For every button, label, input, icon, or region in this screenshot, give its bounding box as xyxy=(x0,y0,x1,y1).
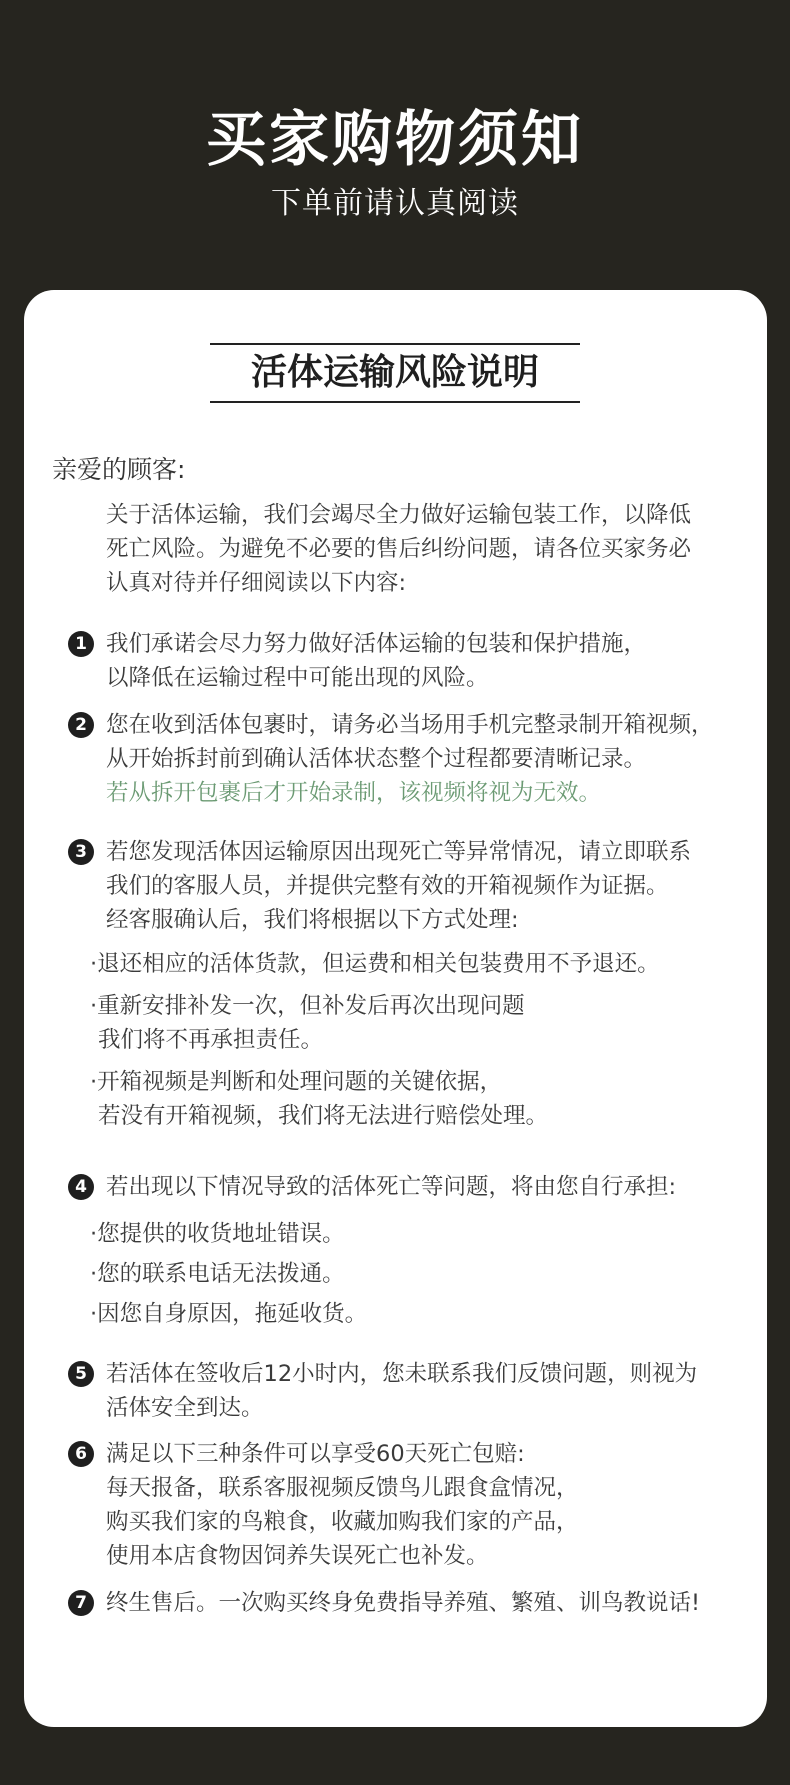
rule-line: 活体安全到达。 xyxy=(106,1395,264,1421)
rule-line: 从开始拆封前到确认活体状态整个过程都要清晰记录。 xyxy=(106,746,647,772)
rule-line: 购买我们家的鸟粮食，收藏加购我们家的产品， xyxy=(106,1509,579,1535)
page-subtitle: 下单前请认真阅读 xyxy=(271,186,519,221)
sub-item xyxy=(90,1065,660,1133)
section-title: 活体运输风险说明 xyxy=(210,343,580,403)
sub-item xyxy=(90,947,660,981)
intro-paragraph xyxy=(106,498,746,600)
sub-line: 若没有开箱视频，我们将无法进行赔偿处理。 xyxy=(98,1103,549,1129)
sub-line: 我们将不再承担责任。 xyxy=(98,1027,324,1053)
intro-line: 关于活体运输，我们会竭尽全力做好运输包装工作，以降低 xyxy=(106,502,692,528)
warning-line: 若从拆开包裹后才开始录制，该视频将视为无效。 xyxy=(106,780,602,806)
number-badge: 2 xyxy=(68,712,94,738)
sub-item xyxy=(90,989,660,1057)
page-title: 买家购物须知 xyxy=(206,105,584,175)
rule-text xyxy=(106,627,646,695)
rule-text xyxy=(106,1170,676,1204)
rule-line: 我们承诺会尽力努力做好活体运输的包装和保护措施， xyxy=(106,631,647,657)
sub-line: ·因您自身原因，拖延收货。 xyxy=(90,1301,368,1327)
rule-text xyxy=(106,1357,697,1425)
number-badge: 3 xyxy=(68,839,94,865)
rule-text xyxy=(106,708,714,810)
sub-line: ·您提供的收货地址错误。 xyxy=(90,1221,345,1247)
notice-card xyxy=(24,290,767,1727)
rule-line: 每天报备，联系客服视频反馈鸟儿跟食盒情况， xyxy=(106,1475,579,1501)
sub-line: ·开箱视频是判断和处理问题的关键依据， xyxy=(90,1069,503,1095)
rule-line: 若您发现活体因运输原因出现死亡等异常情况，请立即联系 xyxy=(106,839,692,865)
rule-line: 我们的客服人员，并提供完整有效的开箱视频作为证据。 xyxy=(106,873,669,899)
rule-line: 终生售后。一次购买终身免费指导养殖、繁殖、训鸟教说话! xyxy=(106,1590,701,1616)
number-badge: 5 xyxy=(68,1361,94,1387)
rule-line: 经客服确认后，我们将根据以下方式处理: xyxy=(106,907,519,933)
sub-line: ·退还相应的活体货款，但运费和相关包装费用不予退还。 xyxy=(90,951,660,977)
rule-line: 若出现以下情况导致的活体死亡等问题，将由您自行承担: xyxy=(106,1174,677,1200)
rule-line: 您在收到活体包裹时，请务必当场用手机完整录制开箱视频， xyxy=(106,712,714,738)
number-badge: 4 xyxy=(68,1174,94,1200)
sub-line: ·您的联系电话无法拨通。 xyxy=(90,1261,345,1287)
header xyxy=(0,0,790,290)
number-badge: 7 xyxy=(68,1590,94,1616)
intro-line: 认真对待并仔细阅读以下内容: xyxy=(106,570,407,596)
greeting: 亲爱的顾客: xyxy=(52,455,186,484)
rule-text xyxy=(106,1586,700,1620)
sub-list-3 xyxy=(90,947,660,1141)
rule-text xyxy=(106,835,691,937)
intro-line: 死亡风险。为避免不必要的售后纠纷问题，请各位买家务必 xyxy=(106,536,692,562)
sub-line: ·重新安排补发一次，但补发后再次出现问题 xyxy=(90,993,525,1019)
rule-line: 使用本店食物因饲养失误死亡也补发。 xyxy=(106,1543,489,1569)
number-badge: 1 xyxy=(68,631,94,657)
number-badge: 6 xyxy=(68,1441,94,1467)
sub-list-4 xyxy=(90,1217,367,1331)
rule-line: 满足以下三种条件可以享受60天死亡包赔: xyxy=(106,1441,525,1467)
rule-line: 以降低在运输过程中可能出现的风险。 xyxy=(106,665,489,691)
rule-text xyxy=(106,1437,579,1573)
rule-line: 若活体在签收后12小时内，您未联系我们反馈问题，则视为 xyxy=(106,1361,698,1387)
